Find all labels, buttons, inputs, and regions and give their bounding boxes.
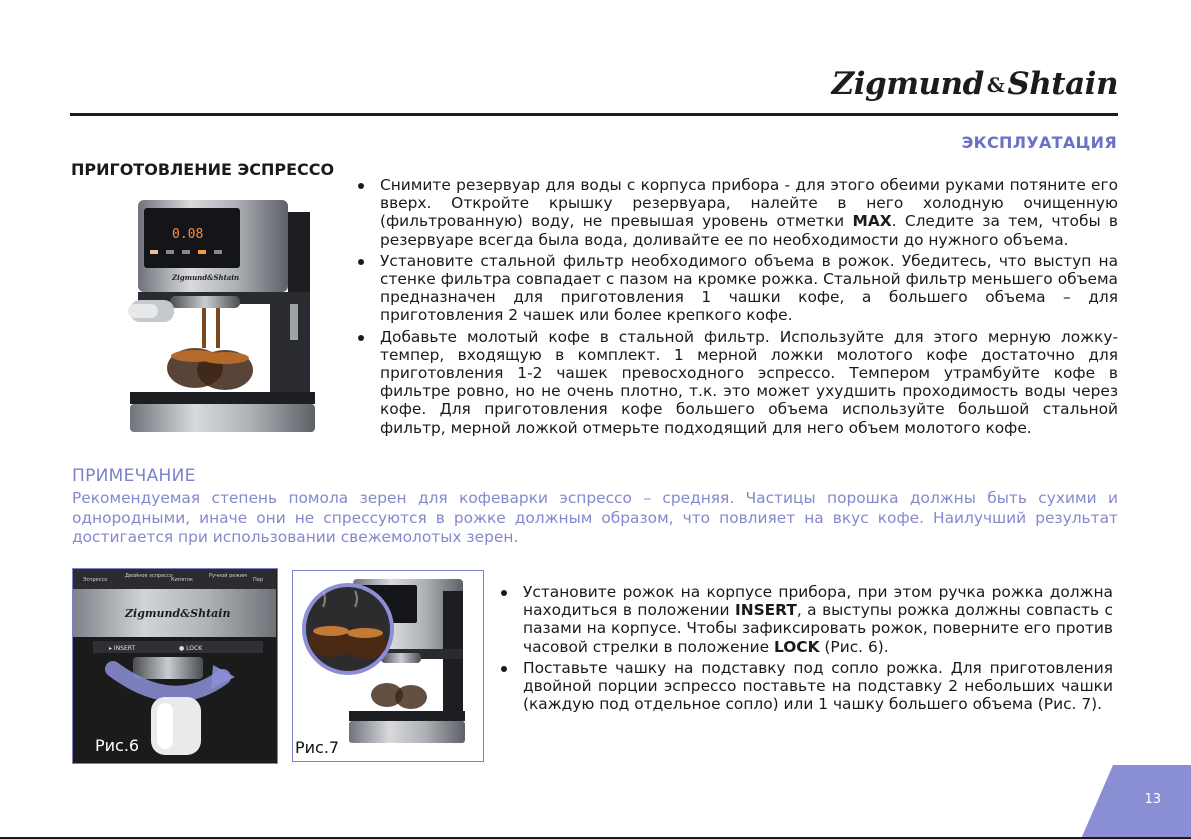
section-label: ЭКСПЛУАТАЦИЯ	[961, 133, 1117, 152]
svg-text:▸ INSERT: ▸ INSERT	[109, 645, 136, 652]
panel-label-steam: Пар	[253, 577, 263, 583]
panel-label-espresso: Эспрессо	[83, 577, 108, 583]
figure-7	[292, 570, 484, 762]
portafilter-steps-list	[495, 583, 1113, 716]
espresso-steps-list	[352, 176, 1118, 440]
svg-text:Zigmund&Shtain: Zigmund&Shtain	[172, 273, 240, 282]
brand-logo	[760, 66, 1118, 102]
keyword-insert: INSERT	[734, 601, 797, 620]
svg-text:● LOCK: ● LOCK	[179, 645, 203, 652]
step-item: Поставьте чашку на подставку под сопло рожка. Для приготовления двойной порции эспрессо поставьте на подставку 2 небольших чашки (каждую под отдельное сопло) или 1 чашку большего объема (Рис. 7).	[495, 659, 1113, 714]
insert-label: INSERT	[113, 645, 136, 652]
step-item: Установите стальной фильтр необходимого объема в рожок. Убедитесь, что выступ на стенке фильтра совпадает с пазом на кромке рожка. Стальной фильтр меньшего объема предназначен для приготовления 1 чашки кофе, а большего объема – для приготовления 2 чашек или более крепкого кофе.	[352, 252, 1118, 325]
section-heading: ПРИГОТОВЛЕНИЕ ЭСПРЕССО	[71, 160, 335, 179]
portafilter-image	[73, 569, 276, 762]
coffee-machine-image	[120, 192, 330, 442]
panel-label-water: Кипяток	[171, 577, 194, 583]
step-item: Установите рожок на корпусе прибора, при этом ручка рожка должна находиться в положении INSERT, а выступы рожка должны совпасть с пазами на корпусе. Чтобы зафиксировать рожок, поверните его против часовой стрелки в положение LOCK (Рис. 6).	[495, 583, 1113, 656]
cups-under-spout-image	[293, 571, 482, 760]
panel-label-manual: Ручной режим	[209, 573, 247, 579]
figure-7-caption: Рис.7	[295, 738, 340, 757]
figure-6	[72, 568, 278, 764]
brand-ampersand: &	[986, 73, 1005, 97]
page-corner-shape	[1081, 765, 1191, 839]
note-text: Рекомендуемая степень помола зерен для кофеварки эспрессо – средняя. Частицы порошка должны быть сухими и однородными, иначе они не спрессуются в рожке должным образом, что повлияет на вкус кофе. Наилучший результат достигается при использовании свежемолотых зерен.	[72, 489, 1118, 546]
svg-text:Zigmund&Shtain: Zigmund&Shtain	[125, 607, 231, 620]
note-title: ПРИМЕЧАНИЕ	[72, 466, 196, 486]
step-item: Снимите резервуар для воды с корпуса прибора - для этого обеими руками потяните его вверх. Откройте крышку резервуара, налейте в него холодную очищенную (фильтрованную) воду, не превышая уровень отметки MAX. Следите за тем, чтобы в резервуаре всегда была вода, доливайте ее по необходимости до нужного объема.	[352, 176, 1118, 249]
step-item: Добавьте молотый кофе в стальной фильтр. Используйте для этого мерную ложку-темпер, входящую в комплект. 1 мерной ложки молотого кофе достаточно для приготовления 1-2 чашек превосходного эспрессо. Темпером утрамбуйте кофе в фильтре ровно, но не очень плотно, т.к. это может ухудшить проходимость воды через кофе. Для приготовления кофе большего объема используйте большой стальной фильтр, мерной ложкой отмерьте подходящий для него объем молотого кофе.	[352, 328, 1118, 437]
brand-name-second: Shtain	[1007, 66, 1118, 102]
keyword-max: MAX	[852, 212, 892, 231]
header-rule	[70, 113, 1118, 116]
brand-name-first: Zigmund	[831, 66, 984, 102]
keyword-lock: LOCK	[773, 637, 820, 656]
lock-label: LOCK	[186, 645, 203, 652]
figure-6-caption: Рис.6	[95, 736, 140, 755]
machine-display: 0.08	[172, 227, 204, 242]
page-number: 13	[1144, 792, 1161, 807]
panel-label-double: Двойное эспрессо	[125, 573, 173, 579]
